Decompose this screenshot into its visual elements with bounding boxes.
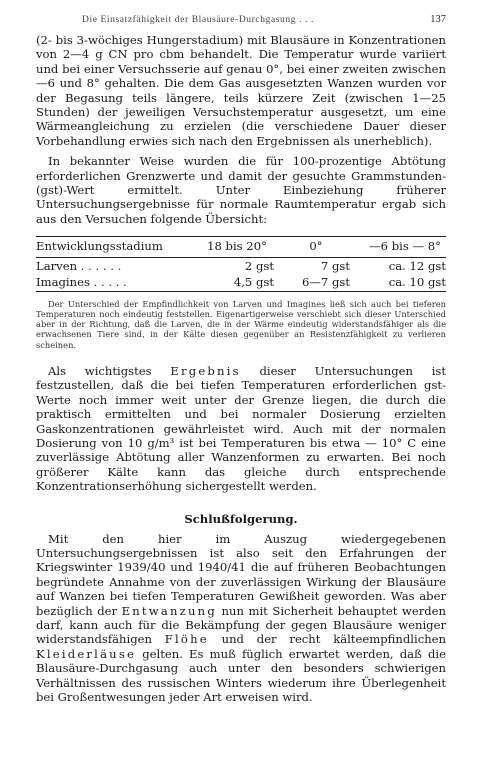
table-cell: ca. 10 gst <box>388 275 446 290</box>
section-heading: Schlußfolgerung. <box>184 511 298 526</box>
text-run: Als wichtigstes <box>48 363 171 378</box>
text-run: Mit den hier im Auszug wiedergegebenen Untersuchungsergebnissen ist also seit den Erfahrungen der Kriegswinter 1939/40 und 1940/41 die auf früheren Beobachtungen begründete Annahme von der zuverlässigen Wirkung der Blausäure auf Wanzen bei tiefen Temperaturen Gewißheit geworden. Was aber bezüglich der <box>36 531 446 618</box>
table-header-row <box>36 237 446 257</box>
table-footnote: Der Unterschied der Empfindlichkeit von Larven und Imagines ließ sich auch bei tieferen Temperaturen noch eindeutig feststellen. Eigenartigerweise verschiebt sich dieser Unterschied aber in der Richtung, daß die Larven, die in der Wärme eindeutig widerstandsfähiger als die erwachsenen Tiere sind, in der Kälte diesen gegenüber an Resistenzfähigkeit zu verlieren scheinen. <box>36 298 446 350</box>
emphasis-spaced: Flöhe <box>164 632 209 647</box>
table-header-cell: 18 bis 20° <box>207 239 267 254</box>
emphasis-spaced: Entwanzung <box>121 603 217 618</box>
text-run: gelten. Es muß füglich erwartet werden, daß die Blausäure-Durchgasung auch unter den besonders schwierigen Verhältnissen des russischen Winters wiederum ihre Überlegenheit bei Großentwesungen jeder Art erweisen wird. <box>36 646 446 705</box>
table-cell: ca. 12 gst <box>388 258 446 273</box>
paragraph-1: (2- bis 3-wöchiges Hungerstadium) mit Blausäure in Konzentrationen von 2—4 g CN pro cbm behandelt. Die Temperatur wurde variiert und bei einer Versuchsserie auf genau 0°, bei einer zweiten zwischen —6 und 8° gehalten. Die dem Gas ausgesetzten Wanzen wurden vor der Begasung teils längere, teils kürzere Zeit (zwischen 1—25 Stunden) der jeweiligen Versuchstemperatur ausgesetzt, um eine Wärmeangleichung zu erzielen (die verschiedene Dauer dieser Vorbehandlung erwies sich nach den Ergebnissen als unerheblich). <box>36 33 446 148</box>
paragraph-4 <box>36 532 446 705</box>
table-cell: 4,5 gst <box>233 275 274 290</box>
emphasis-spaced: Ergebnis <box>170 363 241 378</box>
paragraph-2: In bekannter Weise wurden die für 100-prozentige Abtötung erforderlichen Grenzwerte und damit der gesuchte Grammstunden- (gst)-Wert ermittelt. Unter Einbeziehung früherer Untersuchungsergebnisse für normale Raumtemperatur ergab sich aus den Versuchen folgende Übersicht: <box>36 154 446 226</box>
running-title: Die Einsatzfähigkeit der Blausäure-Durchgasung . . . <box>82 15 314 25</box>
table-cell: 7 gst <box>320 258 350 273</box>
paragraph-3 <box>36 364 446 494</box>
text-run: und der recht kälteempfindlichen <box>208 632 446 647</box>
table-row <box>36 257 446 274</box>
emphasis-spaced: Kleiderläuse <box>36 646 137 661</box>
table-row <box>36 274 446 291</box>
table-cell: 6—7 gst <box>301 275 350 290</box>
text-run: dieser Untersuchungen ist festzustellen, daß die bei tiefen Temperaturen erforderlichen gst-Werte noch immer weit unter der Grenze liegen, die durch die praktisch ermittelten und bei normaler Dosierung erzielten Gaskonzentrationen gewährleistet wird. Auch mit der normalen Dosierung von 10 g/m³ ist bei Temperaturen bis etwa — 10° C eine zuverlässige Abtötung aller Wanzenformen zu erwarten. Bei noch größerer Kälte kann das gleiche durch entsprechende Konzentrationserhöhung sichergestellt werden. <box>36 363 447 494</box>
table-cell: 2 gst <box>244 258 274 273</box>
table-cell: Imagines . . . . . <box>36 275 127 290</box>
table-cell: Larven . . . . . . <box>36 258 122 273</box>
results-table <box>36 236 446 291</box>
table-header-cell: 0° <box>309 239 323 254</box>
page-number: 137 <box>430 14 446 25</box>
table-header-cell: Entwicklungsstadium <box>36 239 163 254</box>
running-header <box>82 14 446 25</box>
text-run: nun mit Sicherheit behauptet werden darf, kann auch für die Bekämpfung der gegen Blausäure weniger widerstandsfähigen <box>36 603 446 647</box>
table-header-cell: —6 bis — 8° <box>369 239 441 254</box>
